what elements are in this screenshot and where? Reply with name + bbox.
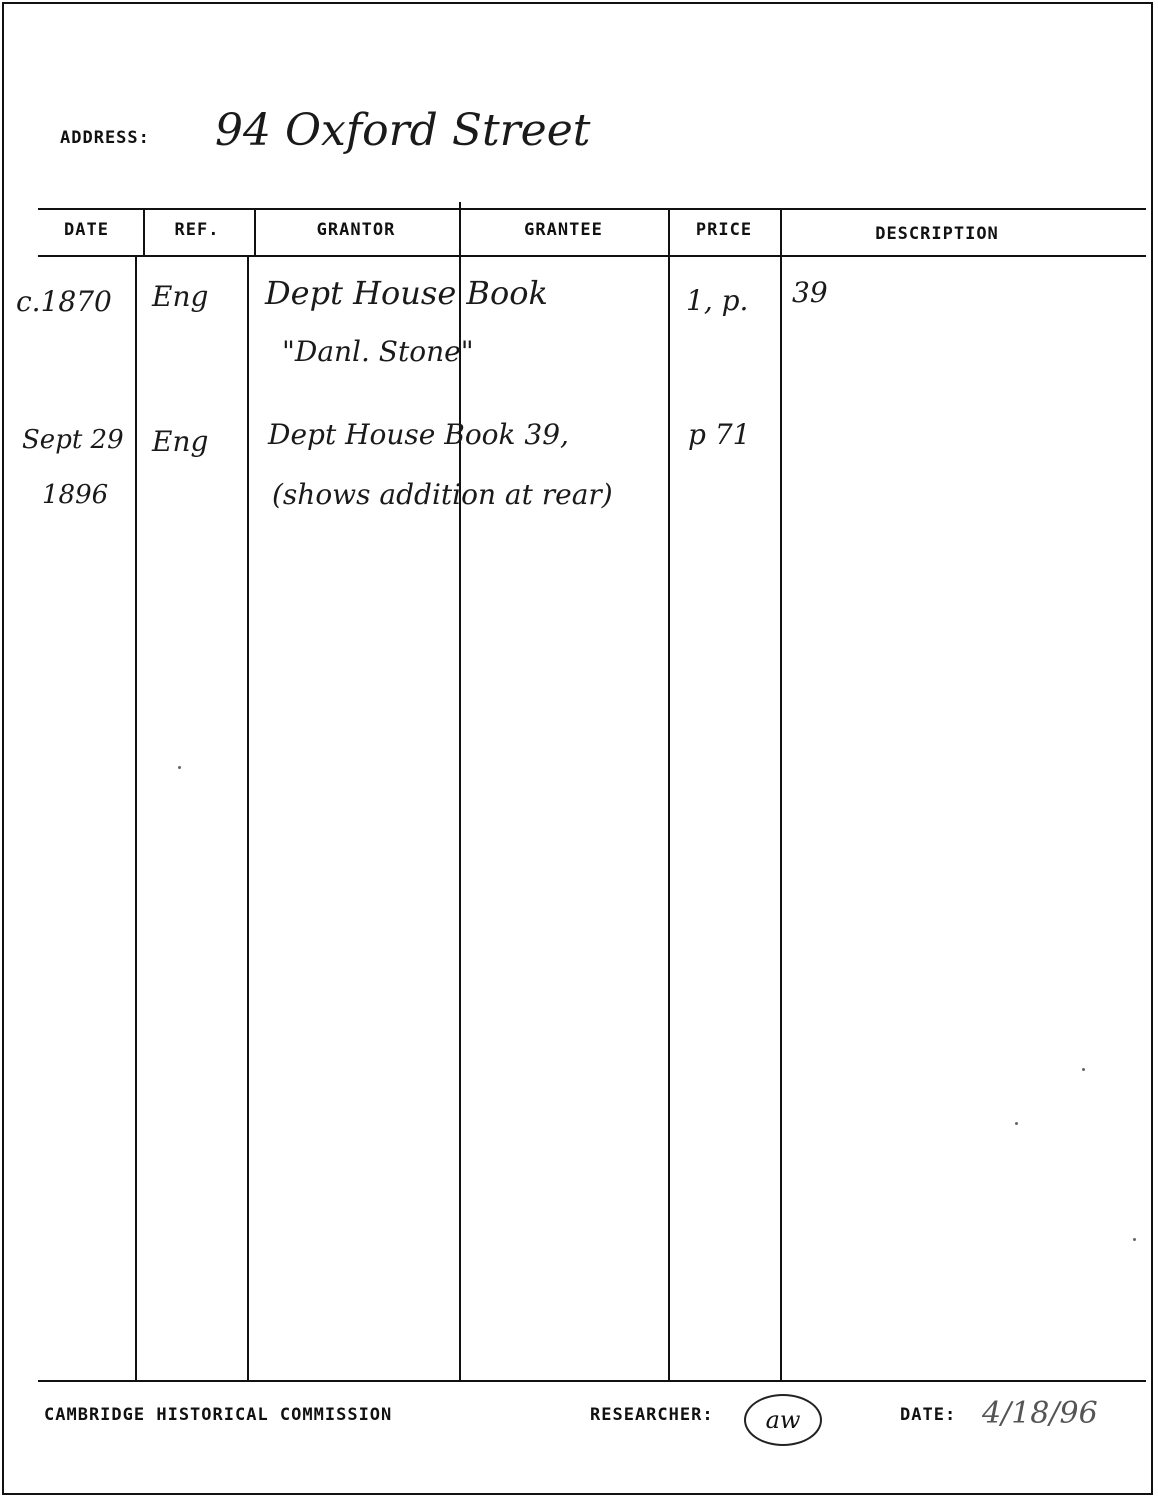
org-name: CAMBRIDGE HISTORICAL COMMISSION (44, 1405, 393, 1425)
col-divider-date-ref-body (135, 255, 137, 1382)
date-value: 4/18/96 (982, 1396, 1098, 1431)
col-header-grantee: GRANTEE (524, 220, 603, 240)
address-label: ADDRESS: (60, 128, 150, 148)
row1-description: 39 (792, 276, 828, 309)
row1-ref: Eng (152, 280, 209, 313)
row2-ref: Eng (152, 425, 209, 458)
row2-price: p 71 (688, 418, 751, 451)
col-header-ref: REF. (174, 220, 220, 240)
row2-line1: Dept House Book 39, (268, 418, 569, 451)
col-header-grantor: GRANTOR (316, 220, 396, 240)
col-divider-price-description (780, 208, 782, 1382)
scan-speck (1133, 1238, 1136, 1241)
researcher-label: RESEARCHER: (590, 1405, 714, 1425)
col-header-price: PRICE (695, 220, 753, 240)
row2-date-line1: Sept 29 (22, 425, 124, 455)
table-top-rule (38, 208, 1146, 210)
col-divider-ref-grantor-body (247, 255, 249, 1382)
table-bottom-rule (38, 1380, 1146, 1382)
header-bottom-rule (38, 255, 1146, 257)
researcher-initials: aw (744, 1394, 822, 1446)
row1-line1: Dept House Book (265, 274, 548, 312)
row1-line2: "Danl. Stone" (282, 335, 474, 368)
col-header-description: DESCRIPTION (875, 224, 999, 244)
col-divider-grantee-price (668, 208, 670, 1382)
row2-date-line2: 1896 (42, 480, 109, 510)
scan-speck (1015, 1122, 1018, 1125)
row1-price: 1, p. (686, 284, 749, 317)
address-value: 94 Oxford Street (215, 105, 591, 156)
col-divider-grantor-grantee (459, 202, 461, 1382)
col-header-date: DATE (64, 220, 109, 240)
scan-speck (1082, 1068, 1085, 1071)
scan-speck (178, 766, 181, 769)
row1-date: c.1870 (16, 285, 112, 318)
date-label: DATE: (900, 1405, 957, 1425)
row2-line2: (shows addition at rear) (272, 478, 613, 511)
